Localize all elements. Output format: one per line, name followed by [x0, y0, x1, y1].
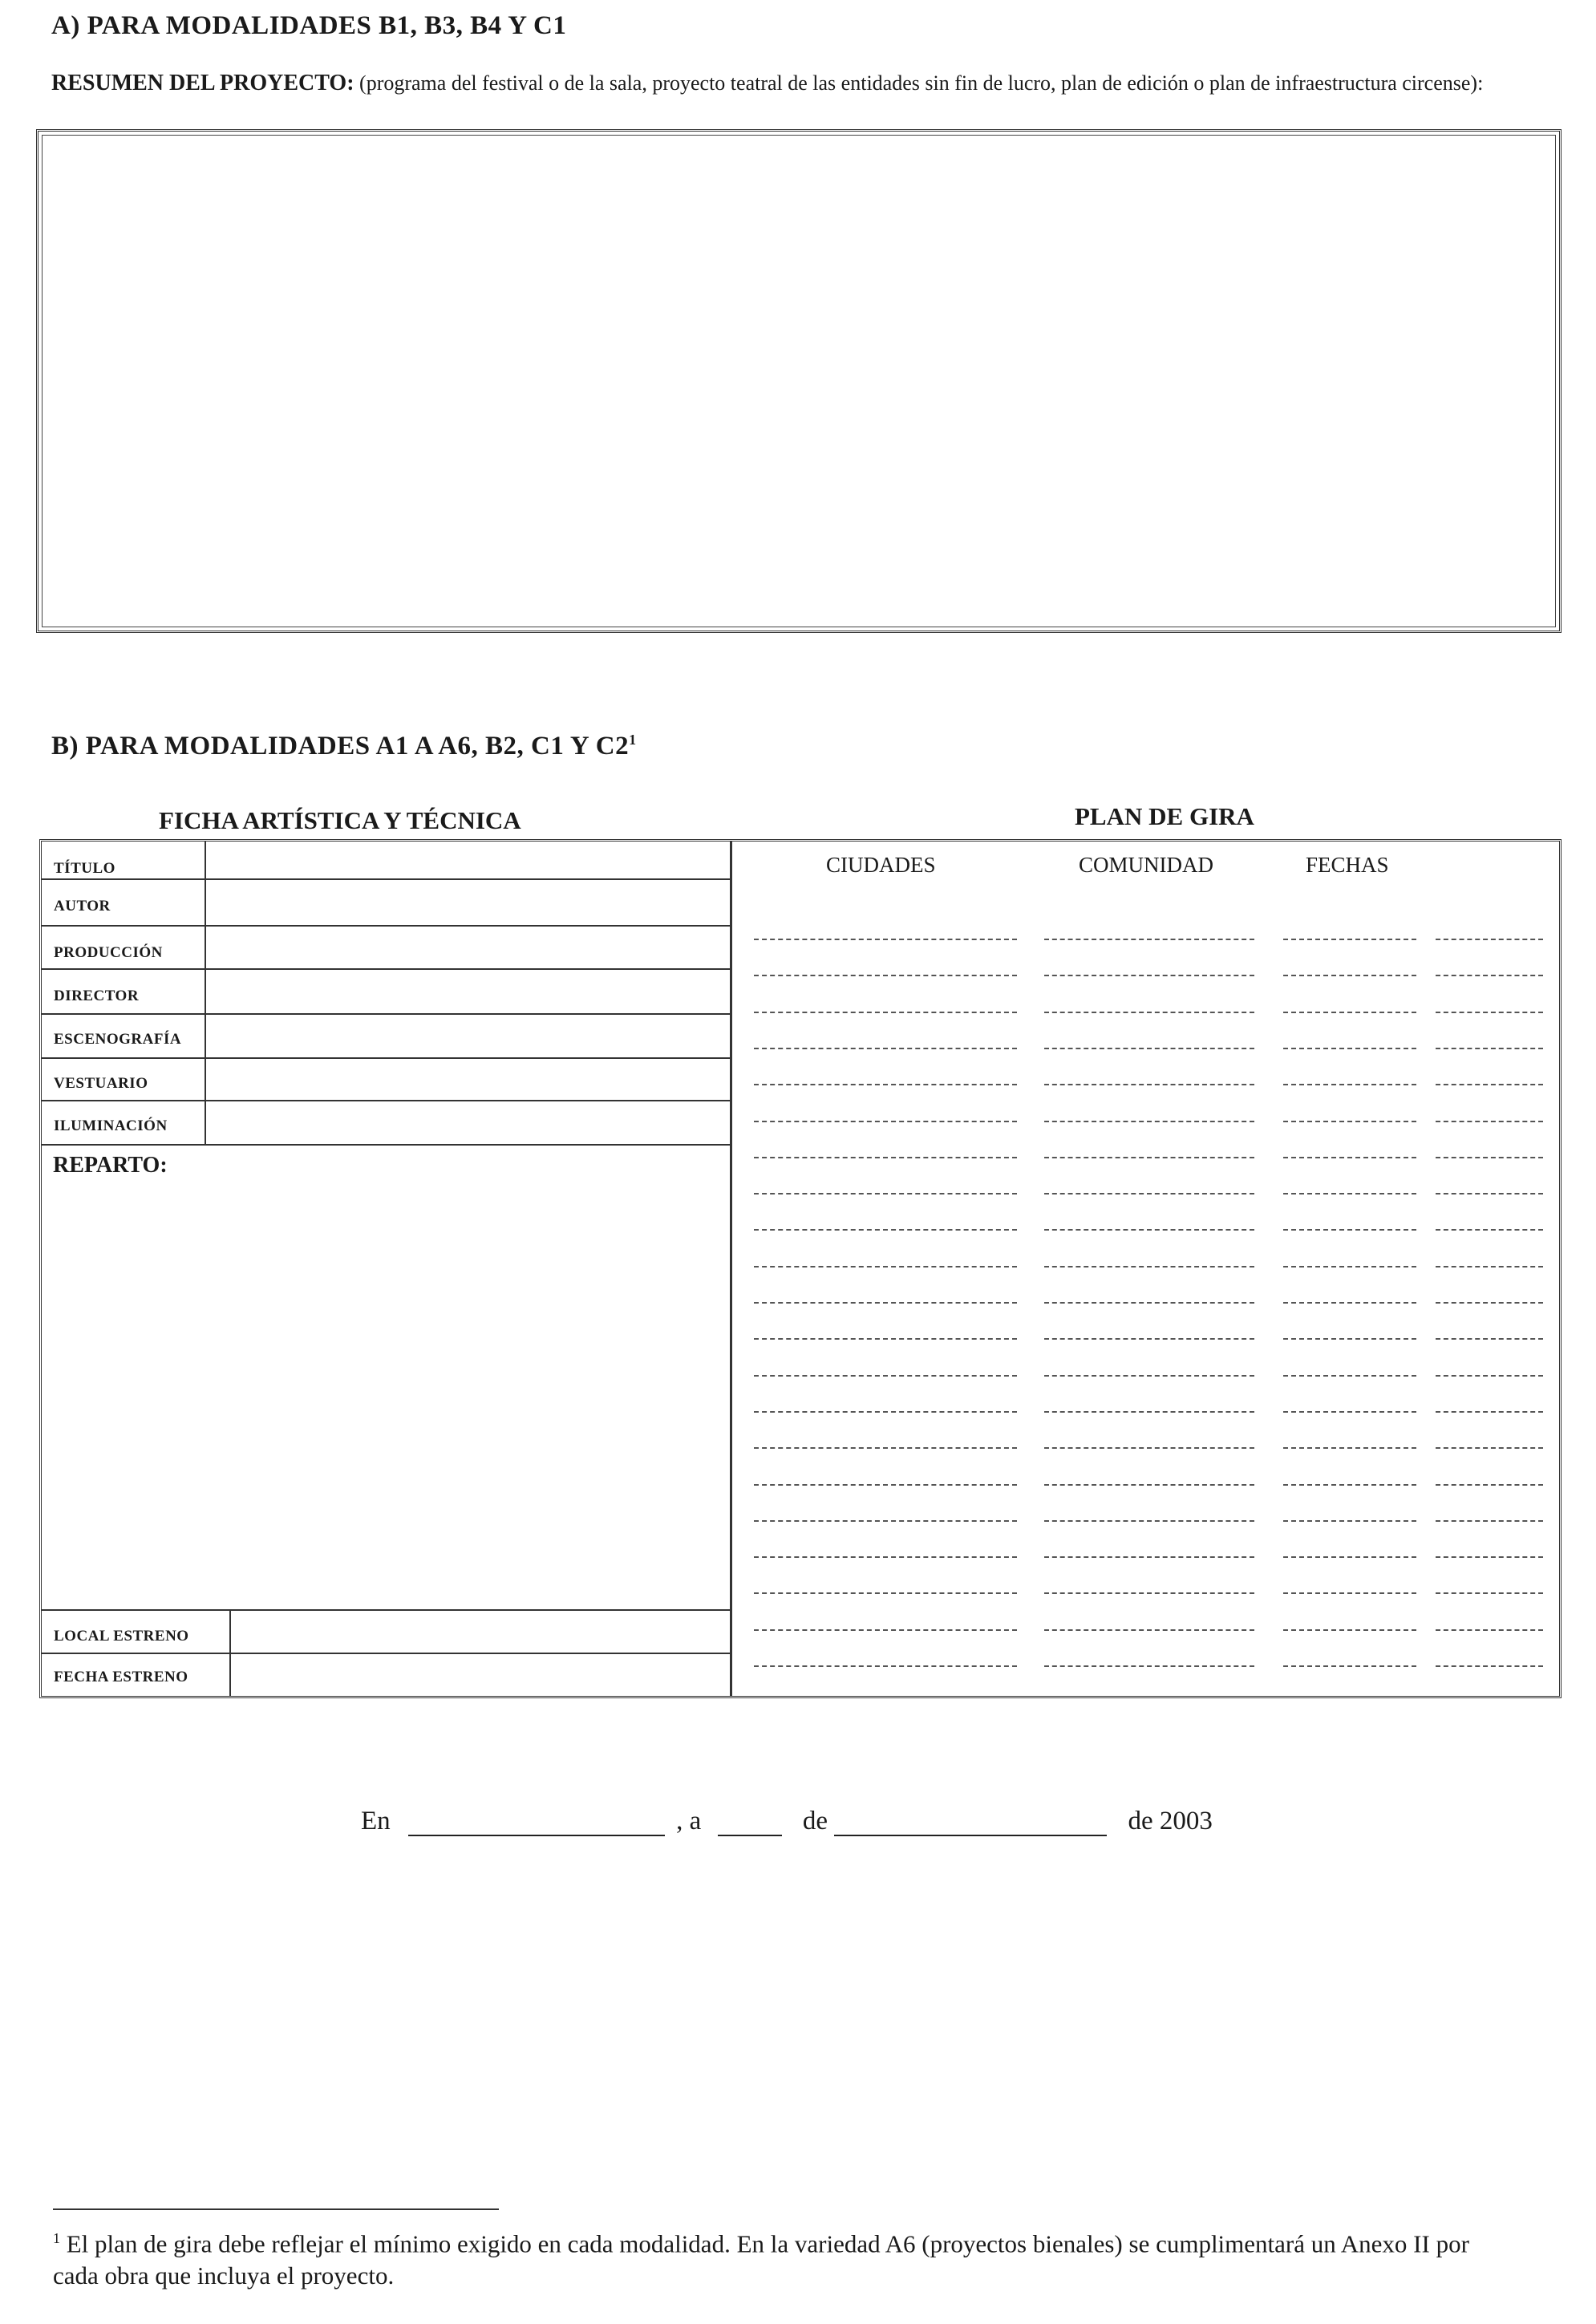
- ficha-separator: [205, 1059, 206, 1100]
- plan-gira-blank-line[interactable]: [1283, 1556, 1416, 1558]
- plan-gira-blank-line[interactable]: [1283, 975, 1416, 976]
- column-divider: [730, 842, 732, 1697]
- plan-gira-blank-line[interactable]: [754, 939, 1017, 940]
- signature-de: de: [802, 1807, 828, 1835]
- plan-gira-blank-line[interactable]: [754, 1302, 1017, 1304]
- plan-gira-blank-line[interactable]: [1044, 1048, 1254, 1049]
- plan-gira-blank-line[interactable]: [1436, 1338, 1543, 1340]
- plan-gira-blank-line[interactable]: [1044, 1592, 1254, 1594]
- plan-gira-blank-line[interactable]: [1044, 1520, 1254, 1522]
- reparto-label: REPARTO:: [53, 1153, 168, 1178]
- plan-gira-blank-line[interactable]: [1283, 1629, 1416, 1631]
- plan-gira-blank-line[interactable]: [1044, 1484, 1254, 1486]
- plan-gira-blank-line[interactable]: [1044, 1411, 1254, 1413]
- section-b-title: [51, 732, 637, 761]
- ficha-separator: [205, 1101, 206, 1144]
- plan-gira-blank-line[interactable]: [1283, 1157, 1416, 1158]
- plan-gira-blank-line[interactable]: [1283, 1375, 1416, 1377]
- plan-gira-blank-line[interactable]: [1436, 1556, 1543, 1558]
- plan-gira-blank-line[interactable]: [1436, 1375, 1543, 1377]
- section-a-title: [51, 11, 566, 41]
- plan-gira-blank-line[interactable]: [1436, 1629, 1543, 1631]
- ficha-separator: [205, 842, 206, 878]
- ficha-separator: [205, 927, 206, 968]
- ficha-title: FICHA ARTÍSTICA Y TÉCNICA: [159, 806, 521, 834]
- plan-gira-blank-line[interactable]: [1436, 1411, 1543, 1413]
- plan-gira-blank-line[interactable]: [1044, 1665, 1254, 1667]
- resumen-label: RESUMEN DEL PROYECTO:: [51, 71, 354, 95]
- ficha-label-iluminacion: ILUMINACIÓN: [54, 1117, 168, 1134]
- resumen-box-inner: [42, 135, 1556, 627]
- plan-gira-blank-line[interactable]: [1044, 1629, 1254, 1631]
- plan-gira-blank-line[interactable]: [1436, 939, 1543, 940]
- plan-gira-blank-line[interactable]: [1283, 1193, 1416, 1194]
- ficha-row-director[interactable]: [42, 970, 730, 1015]
- plan-gira-blank-line[interactable]: [754, 1375, 1017, 1377]
- plan-gira-blank-line[interactable]: [754, 1338, 1017, 1340]
- plan-gira-blank-line[interactable]: [1436, 1157, 1543, 1158]
- ficha-row-produccion[interactable]: [42, 927, 730, 970]
- plan-gira-blank-line[interactable]: [754, 1121, 1017, 1122]
- plan-gira-blank-line[interactable]: [1044, 939, 1254, 940]
- plan-gira-blank-line[interactable]: [754, 1012, 1017, 1013]
- plan-gira-blank-line[interactable]: [1283, 1084, 1416, 1085]
- ficha-row-vestuario[interactable]: [42, 1059, 730, 1101]
- footnote-marker: 1: [53, 2230, 60, 2246]
- ficha-separator: [229, 1611, 231, 1653]
- plan-gira-blank-line[interactable]: [1436, 1193, 1543, 1194]
- plan-gira-blank-line[interactable]: [1044, 1338, 1254, 1340]
- signature-a: , a: [676, 1807, 702, 1835]
- ficha-row-autor[interactable]: [42, 880, 730, 927]
- plan-gira-blank-line[interactable]: [754, 1629, 1017, 1631]
- plan-gira-blank-line[interactable]: [1436, 975, 1543, 976]
- plan-gira-blank-line[interactable]: [1283, 1302, 1416, 1304]
- signature-line: [361, 1807, 1213, 1836]
- plan-gira-blank-line[interactable]: [754, 975, 1017, 976]
- plan-gira-blank-line[interactable]: [1436, 1266, 1543, 1267]
- day-blank[interactable]: [718, 1809, 782, 1836]
- plan-gira-blank-line[interactable]: [1436, 1484, 1543, 1486]
- plan-gira-blank-line[interactable]: [1044, 1266, 1254, 1267]
- reparto-area[interactable]: [42, 1146, 730, 1609]
- plan-gira-blank-line[interactable]: [1283, 1665, 1416, 1667]
- section-a-title-text: A) PARA MODALIDADES B1, B3, B4 Y C1: [51, 11, 567, 40]
- column-header-ciudades: CIUDADES: [826, 853, 936, 877]
- plan-gira-blank-line[interactable]: [1436, 1520, 1543, 1522]
- signature-en: En: [361, 1807, 391, 1835]
- plan-gira-blank-line[interactable]: [1044, 1084, 1254, 1085]
- plan-gira-blank-line[interactable]: [1436, 1012, 1543, 1013]
- plan-gira-blank-line[interactable]: [1044, 1157, 1254, 1158]
- footnote: [53, 2222, 1513, 2292]
- plan-gira-blank-line[interactable]: [1044, 1556, 1254, 1558]
- ficha-label-escenografia: ESCENOGRAFÍA: [54, 1031, 182, 1048]
- plan-gira-blank-line[interactable]: [754, 1665, 1017, 1667]
- resumen-instructions: [51, 71, 1551, 95]
- ficha-separator: [205, 970, 206, 1013]
- plan-gira-blank-line[interactable]: [754, 1592, 1017, 1594]
- plan-gira-blank-line[interactable]: [754, 1084, 1017, 1085]
- plan-gira-blank-line[interactable]: [1436, 1084, 1543, 1085]
- section-b-footnote-marker: 1: [629, 732, 637, 748]
- plan-gira-blank-line[interactable]: [1283, 1266, 1416, 1267]
- plan-gira-blank-line[interactable]: [754, 1520, 1017, 1522]
- plan-gira-blank-line[interactable]: [1436, 1447, 1543, 1449]
- plan-gira-title: PLAN DE GIRA: [1075, 802, 1254, 830]
- signature-year: de 2003: [1128, 1807, 1213, 1835]
- plan-gira-blank-line[interactable]: [1436, 1302, 1543, 1304]
- plan-gira-blank-line[interactable]: [1283, 1012, 1416, 1013]
- plan-gira-blank-line[interactable]: [1044, 1193, 1254, 1194]
- plan-gira-blank-line[interactable]: [1436, 1592, 1543, 1594]
- resumen-text: (programa del festival o de la sala, proyecto teatral de las entidades sin fin de lucro, plan de edición o plan de infraestructura circense):: [359, 71, 1484, 95]
- plan-gira-blank-line[interactable]: [1044, 1229, 1254, 1231]
- plan-gira-blank-line[interactable]: [1283, 1338, 1416, 1340]
- ficha-separator: [229, 1654, 231, 1697]
- plan-gira-blank-line[interactable]: [754, 1193, 1017, 1194]
- plan-gira-blank-line[interactable]: [754, 1157, 1017, 1158]
- ficha-label-vestuario: VESTUARIO: [54, 1075, 148, 1092]
- plan-gira-blank-line[interactable]: [1436, 1229, 1543, 1231]
- plan-gira-blank-line[interactable]: [1044, 1121, 1254, 1122]
- plan-gira-blank-line[interactable]: [1436, 1048, 1543, 1049]
- ficha-label-local-estreno: LOCAL ESTRENO: [54, 1628, 189, 1645]
- ficha-label-fecha-estreno: FECHA ESTRENO: [54, 1669, 188, 1685]
- plan-gira-blank-line[interactable]: [754, 1229, 1017, 1231]
- plan-gira-blank-line[interactable]: [754, 1447, 1017, 1449]
- footnote-text: El plan de gira debe reflejar el mínimo exigido en cada modalidad. En la variedad A6 (proyectos bienales) se cumplimentará un Anexo II por cada obra que incluya el proyecto.: [53, 2229, 1469, 2290]
- plan-gira-blank-line[interactable]: [1283, 1048, 1416, 1049]
- ficha-label-titulo: TÍTULO: [54, 860, 115, 877]
- plan-gira-blank-line[interactable]: [1044, 1302, 1254, 1304]
- ficha-row-local-estreno[interactable]: [42, 1609, 730, 1654]
- plan-gira-blank-line[interactable]: [1283, 1484, 1416, 1486]
- plan-gira-blank-line[interactable]: [1436, 1121, 1543, 1122]
- ficha-row-escenografia[interactable]: [42, 1015, 730, 1059]
- ficha-row-iluminacion[interactable]: [42, 1101, 730, 1146]
- resumen-box[interactable]: [36, 129, 1562, 633]
- place-blank[interactable]: [408, 1809, 665, 1836]
- footnote-rule: [53, 2208, 499, 2210]
- plan-gira-blank-line[interactable]: [754, 1411, 1017, 1413]
- plan-gira-blank-line[interactable]: [1044, 1447, 1254, 1449]
- ficha-separator: [205, 880, 206, 925]
- plan-gira-blank-line[interactable]: [754, 1484, 1017, 1486]
- plan-gira-blank-line[interactable]: [1283, 1411, 1416, 1413]
- plan-gira-blank-line[interactable]: [1044, 1012, 1254, 1013]
- plan-gira-blank-line[interactable]: [1044, 975, 1254, 976]
- ficha-label-produccion: PRODUCCIÓN: [54, 944, 163, 961]
- plan-gira-blank-line[interactable]: [1283, 1121, 1416, 1122]
- plan-gira-blank-line[interactable]: [1283, 1520, 1416, 1522]
- plan-gira-blank-line[interactable]: [754, 1048, 1017, 1049]
- plan-gira-blank-line[interactable]: [1283, 939, 1416, 940]
- section-b-title-text: B) PARA MODALIDADES A1 A A6, B2, C1 Y C2: [51, 732, 630, 760]
- ficha-separator: [205, 1015, 206, 1057]
- plan-gira-blank-line[interactable]: [1283, 1592, 1416, 1594]
- plan-gira-blank-line[interactable]: [1436, 1665, 1543, 1667]
- plan-gira-blank-line[interactable]: [1283, 1229, 1416, 1231]
- plan-gira-blank-line[interactable]: [1044, 1375, 1254, 1377]
- plan-gira-blank-line[interactable]: [754, 1556, 1017, 1558]
- column-header-comunidad: COMUNIDAD: [1079, 853, 1213, 877]
- month-blank[interactable]: [834, 1809, 1107, 1836]
- ficha-label-director: DIRECTOR: [54, 988, 140, 1004]
- ficha-row-titulo[interactable]: [42, 842, 730, 880]
- ficha-label-autor: AUTOR: [54, 898, 111, 915]
- plan-gira-blank-line[interactable]: [1283, 1447, 1416, 1449]
- ficha-row-fecha-estreno[interactable]: [42, 1654, 730, 1697]
- column-header-fechas: FECHAS: [1306, 853, 1389, 877]
- plan-gira-blank-line[interactable]: [754, 1266, 1017, 1267]
